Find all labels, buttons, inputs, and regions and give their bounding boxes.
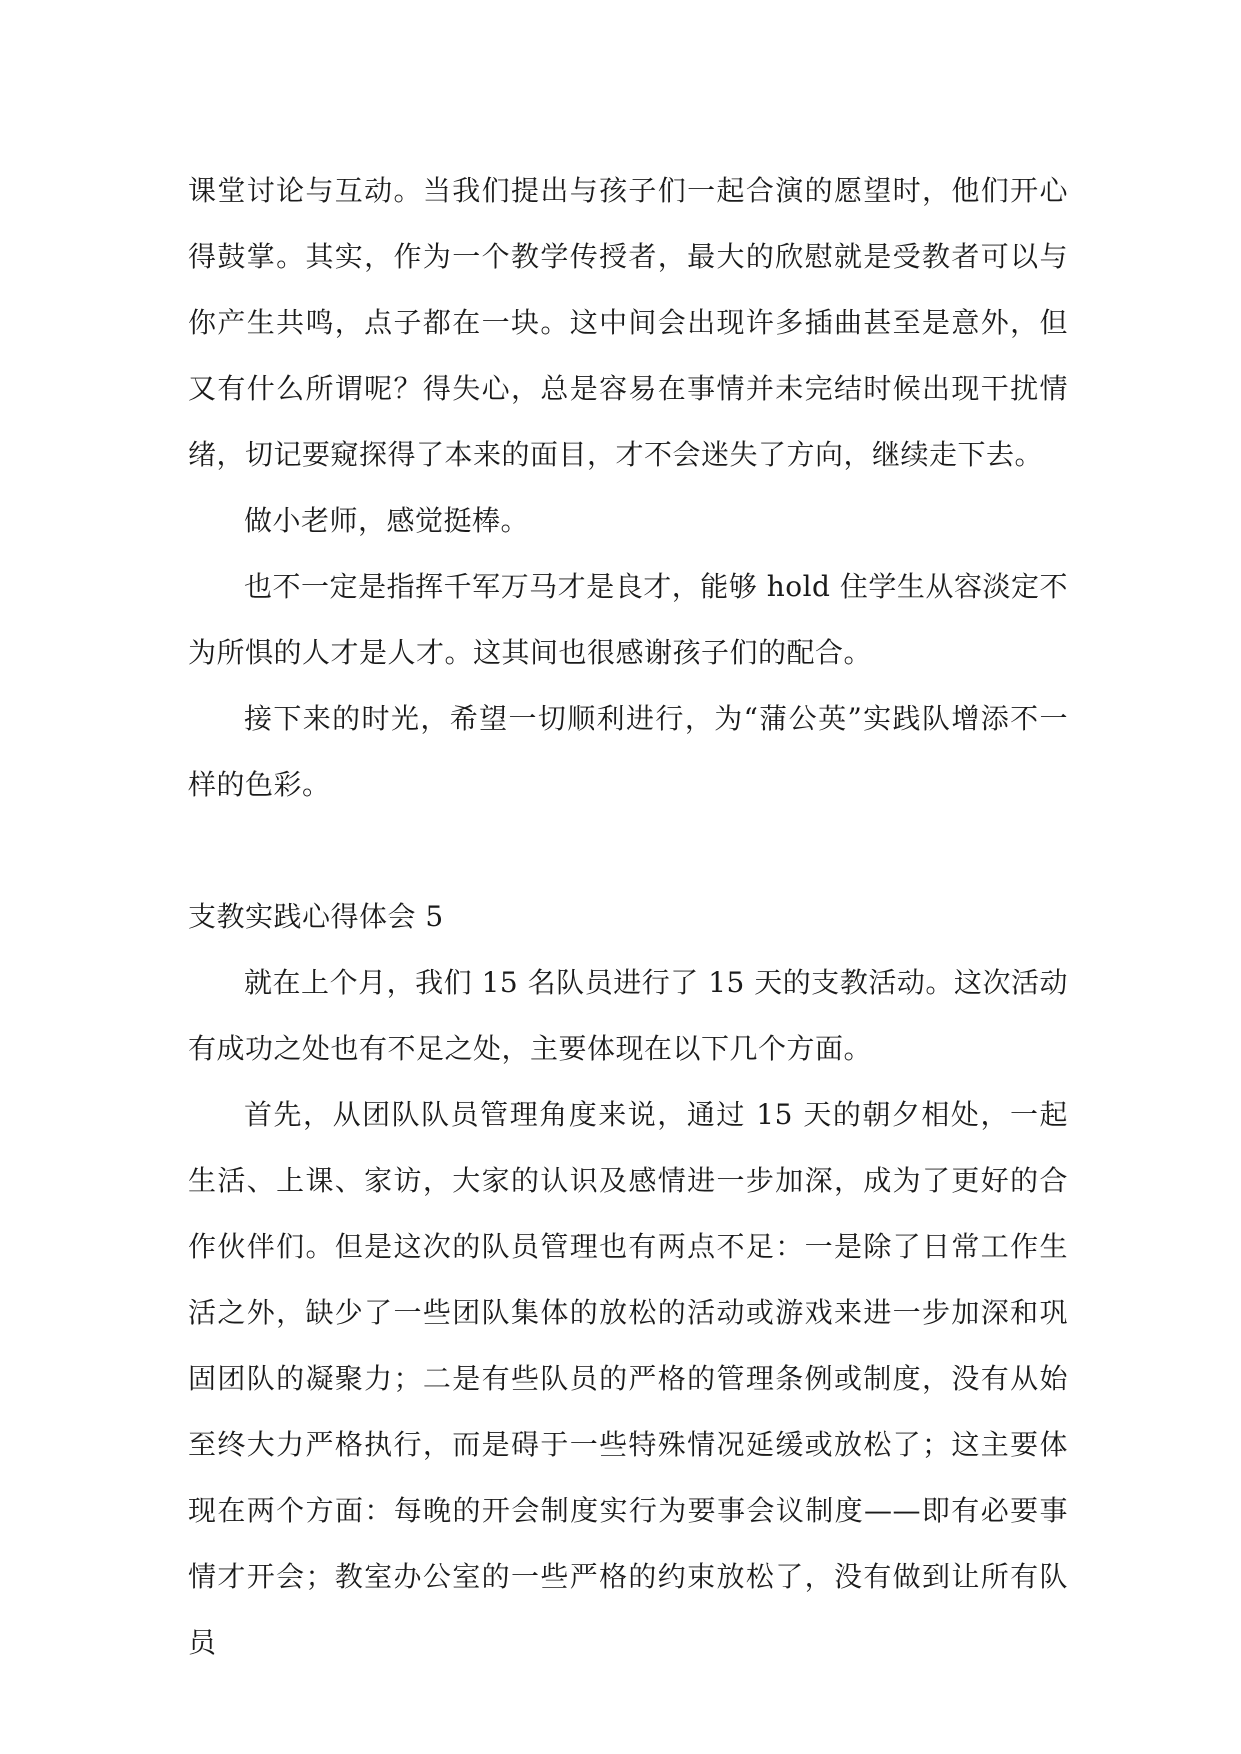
paragraph: 做小老师，感觉挺棒。 [244,504,530,537]
document-body [188,158,1068,1676]
section-heading: 支教实践心得体会 5 [188,900,444,933]
paragraph: 首先，从团队队员管理角度来说，通过 15 天的朝夕相处，一起生活、上课、家访，大家的认识及感情进一步加深，成为了更好的合作伙伴们。但是这次的队员管理也有两点不足：一是除了日常工作生活之外，缺少了一些团队集体的放松的活动或游戏来进一步加深和巩固团队的凝聚力；二是有些队员的严格的管理条例或制度，没有从始至终大力严格执行，而是碍于一些特殊情况延缓或放松了；这主要体现在两个方面：每晚的开会制度实行为要事会议制度——即有必要事情才开会；教室办公室的一些严格的约束放松了，没有做到让所有队员 [188,1098,1068,1659]
paragraph: 接下来的时光，希望一切顺利进行，为“蒲公英”实践队增添不一样的色彩。 [188,702,1068,801]
paragraph-continued: 课堂讨论与互动。当我们提出与孩子们一起合演的愿望时，他们开心得鼓掌。其实，作为一个教学传授者，最大的欣慰就是受教者可以与你产生共鸣，点子都在一块。这中间会出现许多插曲甚至是意外，但又有什么所谓呢？得失心，总是容易在事情并未完结时候出现干扰情绪，切记要窥探得了本来的面目，才不会迷失了方向，继续走下去。 [188,174,1068,471]
paragraph: 也不一定是指挥千军万马才是良才，能够 hold 住学生从容淡定不为所惧的人才是人才。这其间也很感谢孩子们的配合。 [188,570,1068,669]
paragraph: 就在上个月，我们 15 名队员进行了 15 天的支教活动。这次活动有成功之处也有不足之处，主要体现在以下几个方面。 [188,966,1068,1065]
section-spacer [188,818,1068,884]
